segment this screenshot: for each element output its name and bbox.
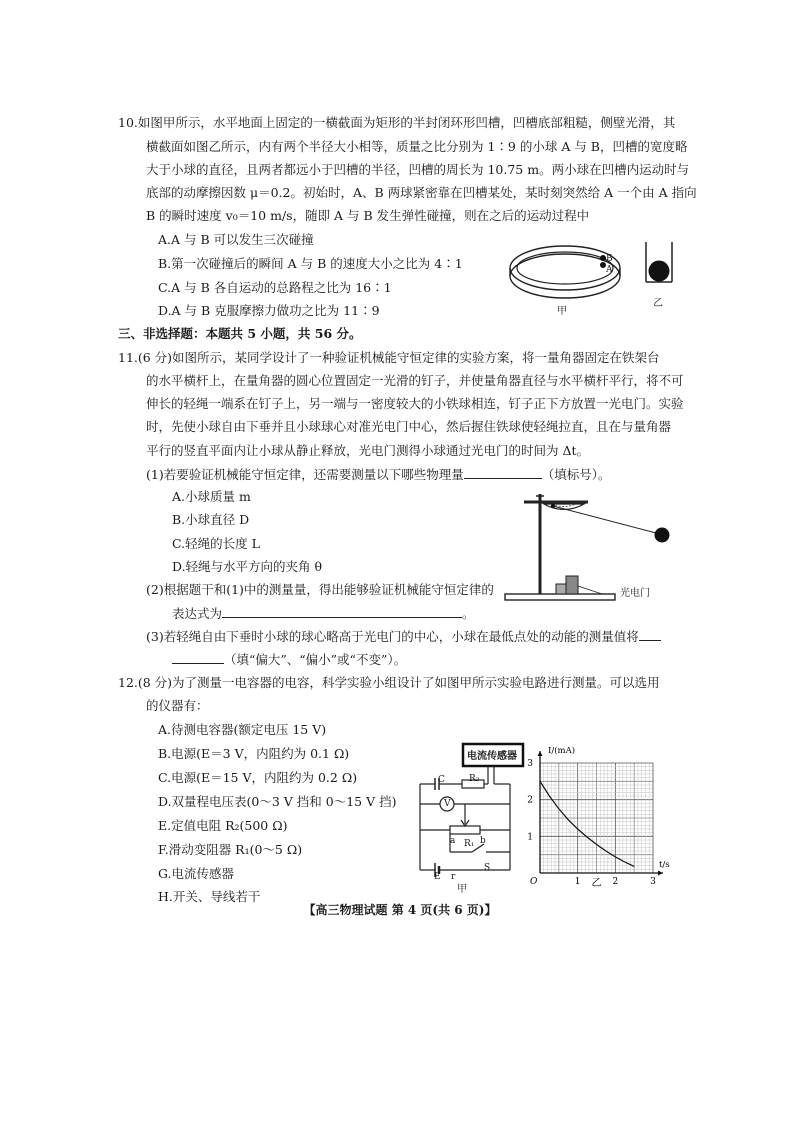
- q12-option-d: D.双量程电压表(0～3 V 挡和 0～15 V 挡): [158, 794, 397, 809]
- footer-page: 第 4 页(共 6 页)】: [391, 903, 497, 917]
- q12-option-g: G.电流传感器: [158, 866, 235, 881]
- q11-line-3: 伸长的轻绳一端系在钉子上，另一端与一密度较大的小铁球相连，钉子正下方放置一光电门。实验: [146, 396, 684, 411]
- terminal-a-label: a: [450, 836, 456, 846]
- y-tick-label: 1: [527, 832, 533, 843]
- fig-jia-label: 甲: [557, 306, 567, 317]
- q10-line-3: 大于小球的直径，且两者都远小于凹槽的半径，凹槽的周长为 10.75 m。两小球在凹槽内运动时与: [146, 162, 690, 177]
- q11-sub1-text: (1)若要验证机械能守恒定律，还需要测量以下哪些物理量: [146, 467, 464, 482]
- page-footer: [0, 901, 800, 918]
- q11-option-a: A.小球质量 m: [172, 489, 251, 504]
- ball-b-label: B: [606, 254, 613, 264]
- q12-option-b: B.电源(E＝3 V，内阻约为 0.1 Ω): [158, 746, 350, 761]
- iron-ball: [655, 528, 670, 543]
- q11-option-c: C.轻绳的长度 L: [172, 536, 260, 551]
- q10-line-5: B 的瞬时速度 v₀＝10 m/s，随即 A 与 B 发生弹性碰撞，则在之后的运动过程中: [146, 208, 590, 223]
- q12-option-h: H.开关、导线若干: [158, 889, 261, 904]
- footer-title: 【高三物理试题: [303, 903, 388, 917]
- origin-label: O: [530, 877, 538, 887]
- q12-line-2: 的仪器有：: [146, 698, 209, 713]
- q11-sub3-tail: （填“偏大”、“偏小”或“不变”）。: [224, 652, 407, 667]
- q11-sub1-answer-blank[interactable]: [464, 466, 542, 479]
- r1-label: R₁: [464, 839, 475, 849]
- groove-cross-section: [638, 240, 678, 290]
- q11-sub2-line-1: (2)根据题干和(1)中的测量量，得出能够验证机械能守恒定律的: [146, 582, 494, 597]
- q12-option-e: E.定值电阻 R₂(500 Ω): [158, 818, 288, 833]
- q12-option-a: A.待测电容器(额定电压 15 V): [158, 722, 327, 737]
- y-tick-label: 2: [527, 795, 533, 806]
- q10-line-1: 10.如图甲所示，水平地面上固定的一横截面为矩形的半封闭环形凹槽，凹槽底部粗糙，侧壁光滑，其: [118, 115, 676, 130]
- q11-sub3-text: (3)若轻绳自由下垂时小球的球心略高于光电门的中心，小球在最低点处的动能的测量值将: [146, 629, 639, 644]
- q10-line-4: 底部的动摩擦因数 μ＝0.2。初始时，A、B 两球紧密靠在凹槽某处，某时刻突然给 A 一个由 A 指向: [146, 185, 697, 200]
- q12-option-c: C.电源(E＝15 V，内阻约为 0.2 Ω): [158, 770, 358, 785]
- current-sensor-label: 电流传感器: [467, 751, 517, 762]
- photogate: [566, 576, 578, 594]
- graph-yi-label: 乙: [591, 878, 602, 889]
- ring-groove-figure: [505, 238, 635, 308]
- y-axis-label: I/(mA): [548, 746, 576, 756]
- section-3-heading: 三、非选择题：本题共 5 小题，共 56 分。: [118, 326, 362, 341]
- q10-line-2: 横截面如图乙所示，内有两个半径大小相等，质量之比分别为 1∶9 的小球 A 与 B，凹槽的宽度略: [146, 139, 688, 154]
- q11-option-b: B.小球直径 D: [172, 512, 250, 527]
- q11-line-4: 时，先使小球自由下垂并且小球球心对准光电门中心，然后握住铁球使轻绳拉直，且在与量角器: [146, 419, 672, 434]
- q11-line-2: 的水平横杆上，在量角器的圆心位置固定一光滑的钉子，并使量角器直径与水平横杆平行，将不可: [146, 373, 684, 388]
- photogate-label: 光电门: [620, 588, 650, 599]
- q11-option-d: D.轻绳与水平方向的夹角 θ: [172, 559, 323, 574]
- q11-sub2-label: 表达式为: [172, 606, 223, 621]
- q11-sub3-line-1: [146, 628, 661, 645]
- switch-label: S: [484, 863, 491, 873]
- emf-label: E: [434, 872, 441, 882]
- q10-option-d: D.A 与 B 克服摩擦力做功之比为 11∶9: [158, 303, 380, 318]
- q11-line-5: 平行的竖直平面内让小球从静止释放，光电门测得小球通过光电门的时间为 Δt。: [146, 443, 590, 458]
- fig-yi-label: 乙: [653, 298, 663, 309]
- q12-line-1: 12.(8 分)为了测量一电容器的电容，科学实验小组设计了如图甲所示实验电路进行测量。可以选用: [118, 675, 660, 690]
- x-tick-label: 2: [612, 877, 619, 887]
- r2-label: R₂: [469, 774, 480, 784]
- terminal-b-label: b: [480, 836, 486, 846]
- q11-sub2-line-2: [172, 605, 475, 622]
- capacitor-label: C: [438, 775, 445, 785]
- x-tick-label: 1: [574, 877, 581, 887]
- q11-sub3-answer-blank-a[interactable]: [639, 628, 661, 641]
- q10-option-a: A.A 与 B 可以发生三次碰撞: [158, 232, 314, 247]
- x-axis-arrow: [658, 871, 663, 876]
- q11-sub2-answer-blank[interactable]: [222, 605, 462, 618]
- q10-option-b: B.第一次碰撞后的瞬间 A 与 B 的速度大小之比为 4∶1: [158, 256, 463, 271]
- ball-a-label: A: [606, 265, 613, 275]
- q11-sub1: [146, 466, 610, 483]
- q10-option-c: C.A 与 B 各自运动的总路程之比为 16∶1: [158, 280, 392, 295]
- current-time-graph: [500, 740, 680, 900]
- q11-sub1-tail: （填标号）。: [541, 467, 611, 482]
- x-axis-label: t/s: [659, 860, 670, 870]
- q12-option-f: F.滑动变阻器 R₁(0～5 Ω): [158, 842, 303, 857]
- series-line: [540, 781, 634, 866]
- voltmeter-label: V: [444, 799, 451, 809]
- x-tick-label: 3: [650, 877, 656, 887]
- internal-r-label: r: [451, 872, 456, 882]
- q11-line-1: 11.(6 分)如图所示，某同学设计了一种验证机械能守恒定律的实验方案，将一量角器固定在铁架台: [118, 350, 660, 365]
- q11-sub3-answer-blank-b[interactable]: [172, 651, 224, 664]
- q11-sub3-line-2: [172, 651, 406, 668]
- iron-stand-figure: [500, 486, 690, 616]
- circuit-jia-label: 甲: [457, 884, 467, 895]
- y-tick-label: 3: [527, 759, 533, 769]
- y-axis-arrow: [538, 751, 543, 756]
- q11-sub2-tail: 。: [462, 606, 475, 621]
